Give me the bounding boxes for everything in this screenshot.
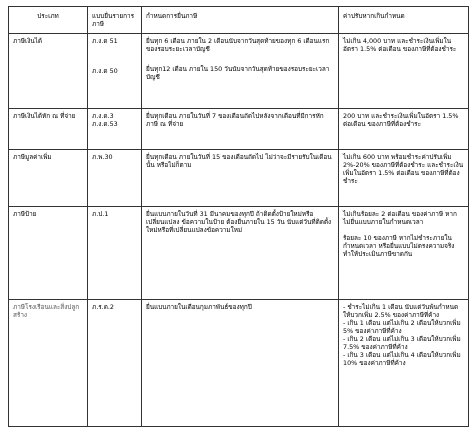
tax-type-label: ภาษีโรงเรือนและสิ่งปลูกสร้าง [13,303,80,319]
form-code: ภ.พ.30 [92,153,113,161]
row-penalty-cell [339,207,469,300]
row-penalty-cell [339,150,469,207]
table-row [9,109,469,150]
row-form-cell [88,300,142,427]
row-due-cell [142,109,339,150]
penalty-text: ร้อยละ 10 ของภาษี หากไม่ชำระภายในกำหนดเวลา หรือยื่นแบบไม่ตรงความจริงทำให้ประเมินภาษีขาดกัน [343,234,455,258]
row-type-cell [9,109,88,150]
row-type-cell [9,207,88,300]
row-type-cell [9,34,88,109]
row-form-cell [88,207,142,300]
table-row [9,150,469,207]
penalty-text: - เกิน 1 เดือน แต่ไม่เกิน 2 เดือนให้บวกเพิ่ม 5% ของค่าภาษีที่ค้าง [343,319,461,335]
penalty-text: - เกิน 2 เดือน แต่ไม่เกิน 3 เดือนให้บวกเพิ่ม 7.5% ของค่าภาษีที่ค้าง [343,335,461,351]
table-row [9,34,469,109]
table-row [9,207,469,300]
form-code: ภ.ง.ด.53 [92,120,118,128]
row-type-cell [9,300,88,427]
row-due-cell [142,150,339,207]
row-form-cell [88,109,142,150]
tax-type-label: ภาษีป้าย [13,210,37,218]
header-type: ประเภท [9,7,88,34]
penalty-text: - ชำระไม่เกิน 1 เดือน นับแต่วันพ้นกำหนดให้บวกเพิ่ม 2.5% ของค่าภาษีที่ค้าง [343,303,459,319]
due-text: ยื่นแบบภายในเดือนกุมภาพันธ์ของทุกปี [146,303,252,311]
tax-type-label: ภาษีมูลค่าเพิ่ม [13,153,52,161]
header-penalty: ค่าปรับหากเกินกำหนด [339,7,469,34]
row-penalty-cell [339,300,469,427]
header-due: กำหนดการยื่นภาษี [142,7,339,34]
penalty-text: ไม่เกิน 600 บาท พร้อมชำระค่าปรับเพิ่ม 2%-20% ของภาษีที่ต้องชำระ และชำระเงินเพิ่มในอัตรา 1.5% ต่อเดือน ของภาษีที่ต้องชำระ [343,153,464,185]
penalty-text: ไม่เกิน 4,000 บาท และชำระเงินเพิ่มในอัตรา 1.5% ต่อเดือน ของภาษีที่ต้องชำระ [343,37,457,53]
row-due-cell [142,300,339,427]
tax-type-label: ภาษีเงินได้หัก ณ ที่จ่าย [13,112,76,120]
row-penalty-cell [339,34,469,109]
row-form-cell [88,150,142,207]
due-text: ยื่นแบบภายในวันที่ 31 มีนาคมของทุกปี ถ้าติดตั้งป้ายใหม่หรือเปลี่ยนแปลง ข้อความในป้าย ต้องยื่นภายใน 15 วัน นับแต่วันที่ติดตั้งใหม่หรือที่เปลี่ยนแปลงข้อความใหม่ [146,210,332,234]
due-text: ยื่นทุก12 เดือน ภายใน 150 วันนับจากวันสุดท้ายของรอบระยะเวลาบัญชี [146,65,330,81]
form-code: ภ.ป.1 [92,210,109,218]
header-form: แบบยื่นรายการภาษี [88,7,142,34]
due-text: ยื่นทุก 6 เดือน ภายใน 2 เดือนนับจากวันสุดท้ายของทุก 6 เดือนแรกของรอบระยะเวลาบัญชี [146,37,330,53]
tax-type-label: ภาษีเงินได้ [13,37,43,45]
form-code: ภ.ร.ด.2 [92,303,114,311]
penalty-text: - เกิน 3 เดือน แต่ไม่เกิน 4 เดือนให้บวกเพิ่ม 10% ของค่าภาษีที่ค้าง [343,351,461,367]
penalty-text: 200 บาท และชำระเงินเพิ่มในอัตรา 1.5% ต่อเดือน ของภาษีที่ต้องชำระ [343,112,459,128]
tax-schedule-table [8,6,469,427]
form-code: ภ.ง.ด 51 [92,37,118,45]
form-code: ภ.ง.ด 50 [92,67,118,75]
due-text: ยื่นทุกเดือน ภายในวันที่ 7 ของเดือนถัดไปหลังจากเดือนที่มีการหักภาษี ณ ที่จ่าย [146,112,324,128]
due-text: ยื่นทุกเดือน ภายในวันที่ 15 ของเดือนถัดไป ไม่ว่าจะมีรายรับในเดือนนั้น หรือไม่ก็ตาม [146,153,332,169]
table-row [9,300,469,427]
table-header-row [9,7,469,34]
row-form-cell [88,34,142,109]
penalty-text: ไม่เกินร้อยละ 2 ต่อเดือน ของค่าภาษี หากไม่ยื่นแบบภายในกำหนดเวลา [343,210,457,226]
row-type-cell [9,150,88,207]
row-due-cell [142,207,339,300]
row-due-cell [142,34,339,109]
row-penalty-cell [339,109,469,150]
form-code: ภ.ง.ด.3 [92,112,114,120]
